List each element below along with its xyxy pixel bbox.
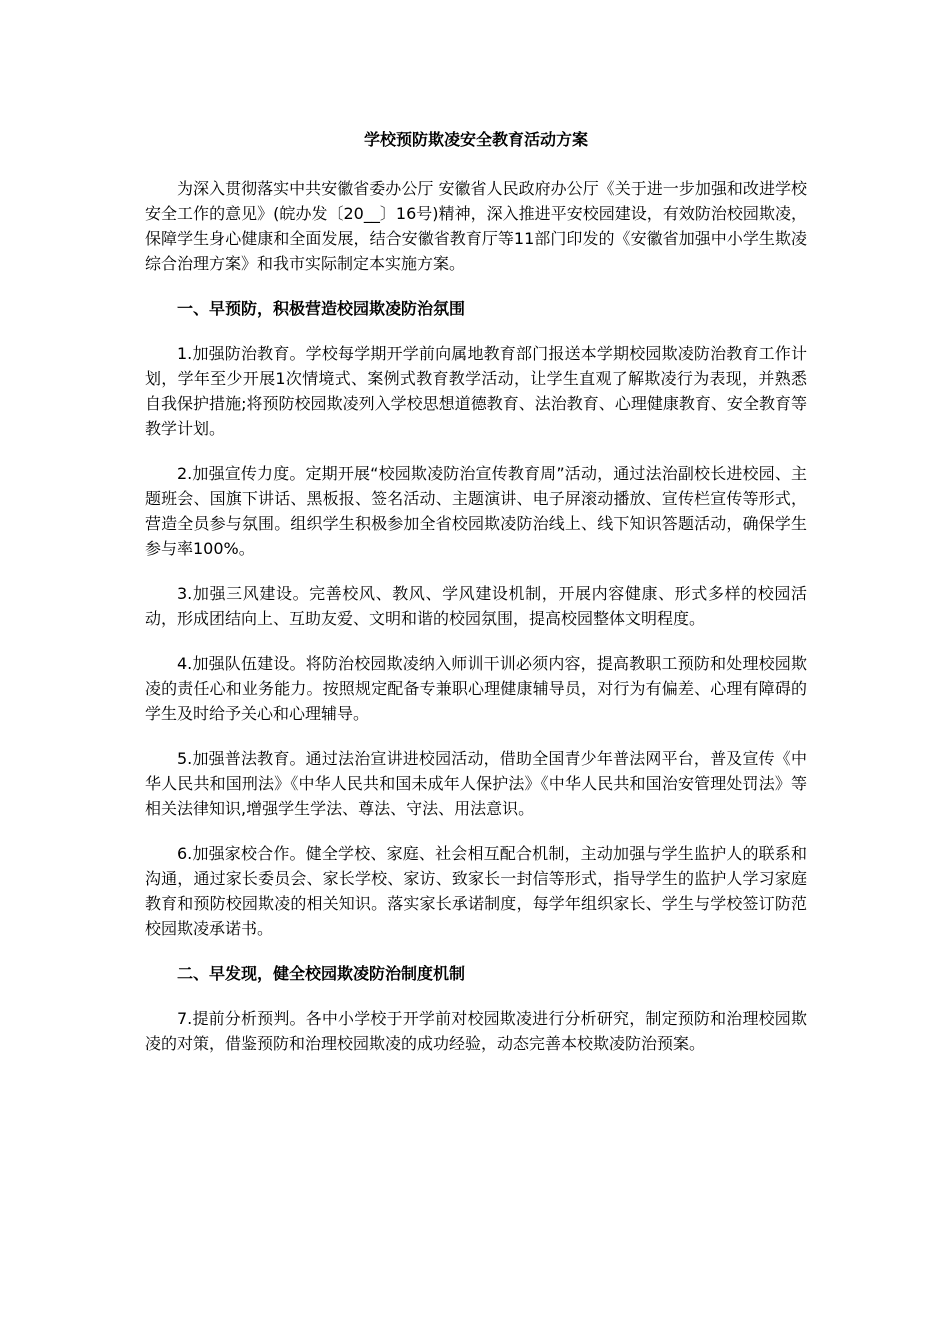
paragraph-item-1: 1.加强防治教育。学校每学期开学前向属地教育部门报送本学期校园欺凌防治教育工作计划，学年至少开展1次情境式、案例式教育教学活动，让学生直观了解欺凌行为表现，并熟悉自我保护措施;将预防校园欺凌列入学校思想道德教育、法治教育、心理健康教育、安全教育等教学计划。 bbox=[145, 344, 807, 438]
document-title: 学校预防欺凌安全教育活动方案 bbox=[363, 130, 588, 149]
document-body bbox=[145, 126, 807, 1076]
section-heading-1: 一、早预防，积极营造校园欺凌防治氛围 bbox=[177, 299, 466, 318]
paragraph-item-3: 3.加强三风建设。完善校风、教风、学风建设机制，开展内容健康、形式多样的校园活动，形成团结向上、互助友爱、文明和谐的校园氛围，提高校园整体文明程度。 bbox=[145, 584, 807, 628]
paragraph-item-7: 7.提前分析预判。各中小学校于开学前对校园欺凌进行分析研究，制定预防和治理校园欺凌的对策，借鉴预防和治理校园欺凌的成功经验，动态完善本校欺凌防治预案。 bbox=[145, 1009, 807, 1053]
intro-paragraph: 为深入贯彻落实中共安徽省委办公厅 安徽省人民政府办公厅《关于进一步加强和改进学校安全工作的意见》(皖办发〔20__〕16号)精神，深入推进平安校园建设，有效防治校园欺凌，保障学生身心健康和全面发展，结合安徽省教育厅等11部门印发的《安徽省加强中小学生欺凌综合治理方案》和我市实际制定本实施方案。 bbox=[145, 179, 807, 273]
section-heading-2: 二、早发现，健全校园欺凌防治制度机制 bbox=[177, 964, 466, 983]
paragraph-item-2: 2.加强宣传力度。定期开展“校园欺凌防治宣传教育周”活动，通过法治副校长进校园、主题班会、国旗下讲话、黑板报、签名活动、主题演讲、电子屏滚动播放、宣传栏宣传等形式，营造全员参与氛围。组织学生积极参加全省校园欺凌防治线上、线下知识答题活动，确保学生参与率100%。 bbox=[145, 464, 807, 558]
paragraph-item-6: 6.加强家校合作。健全学校、家庭、社会相互配合机制，主动加强与学生监护人的联系和沟通，通过家长委员会、家长学校、家访、致家长一封信等形式，指导学生的监护人学习家庭教育和预防校园欺凌的相关知识。落实家长承诺制度，每学年组织家长、学生与学校签订防范校园欺凌承诺书。 bbox=[145, 844, 807, 938]
paragraph-item-5: 5.加强普法教育。通过法治宣讲进校园活动，借助全国青少年普法网平台，普及宣传《中华人民共和国刑法》《中华人民共和国未成年人保护法》《中华人民共和国治安管理处罚法》等相关法律知识,增强学生学法、尊法、守法、用法意识。 bbox=[145, 749, 807, 818]
paragraph-item-4: 4.加强队伍建设。将防治校园欺凌纳入师训干训必须内容，提高教职工预防和处理校园欺凌的责任心和业务能力。按照规定配备专兼职心理健康辅导员，对行为有偏差、心理有障碍的学生及时给予关心和心理辅导。 bbox=[145, 654, 807, 723]
